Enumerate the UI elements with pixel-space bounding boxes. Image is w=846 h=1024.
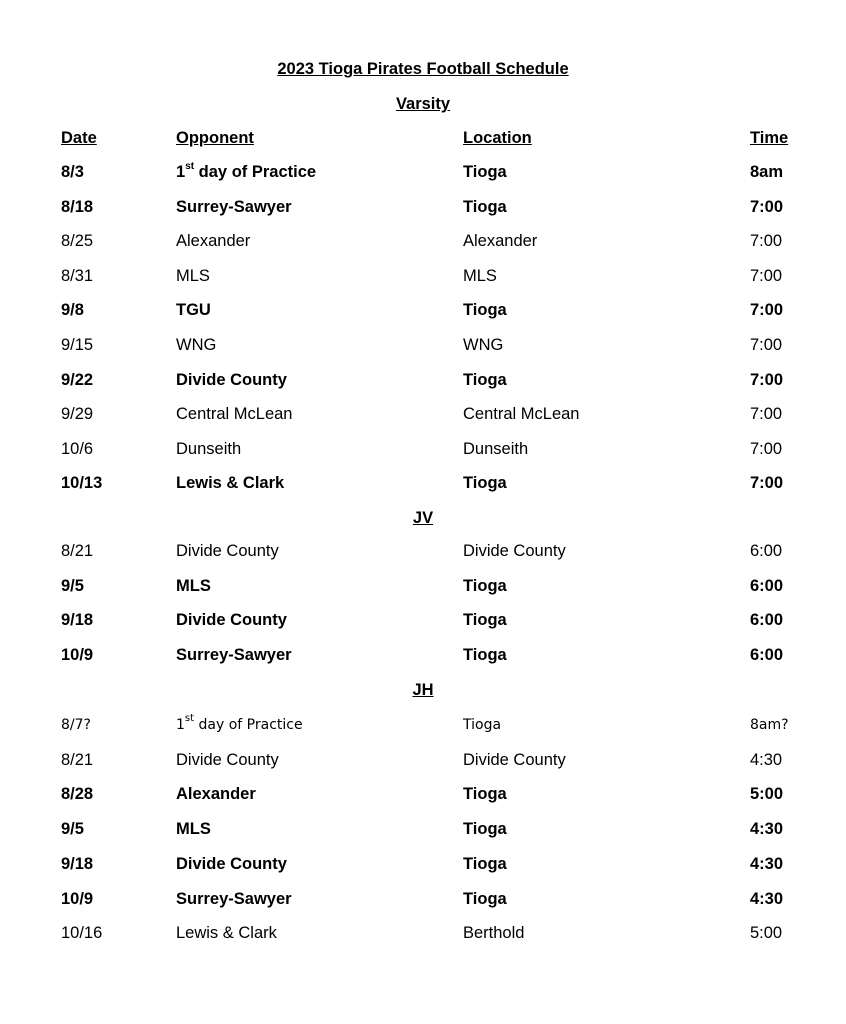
cell-location: Tioga: [463, 889, 507, 908]
table-row: [0, 438, 846, 460]
cell-date: 9/18: [61, 611, 94, 630]
table-row: [0, 540, 846, 562]
cell-date: 9/5: [61, 820, 84, 839]
cell-location: Tioga: [463, 646, 507, 665]
cell-time: 4:30: [750, 820, 784, 839]
header-date: Date: [61, 129, 97, 147]
table-row: [0, 714, 846, 736]
table-row: [0, 369, 846, 391]
table-row: [0, 644, 846, 666]
cell-time: 7:00: [750, 197, 784, 216]
header-opponent: Opponent: [176, 129, 254, 147]
cell-time: 7:00: [750, 266, 783, 285]
cell-opponent: Dunseith: [176, 439, 242, 458]
cell-location: Dunseith: [463, 439, 529, 458]
opponent-ordinal: 1: [176, 717, 185, 733]
cell-location: Tioga: [463, 370, 507, 389]
cell-time: 8am?: [750, 717, 789, 733]
cell-opponent: Divide County: [176, 370, 287, 389]
cell-time: 7:00: [750, 405, 783, 424]
cell-opponent: Surrey-Sawyer: [176, 646, 292, 665]
table-row: [0, 161, 846, 183]
cell-time: 7:00: [750, 232, 783, 251]
cell-location: Central McLean: [463, 405, 580, 424]
cell-time: 6:00: [750, 646, 784, 665]
opponent-text: day of Practice: [194, 163, 317, 181]
cell-opponent: Surrey-Sawyer: [176, 889, 292, 908]
table-row: [0, 299, 846, 321]
table-row: [0, 818, 846, 840]
cell-opponent: MLS: [176, 820, 211, 839]
cell-date: 8/25: [61, 232, 94, 251]
cell-time: 4:30: [750, 889, 784, 908]
cell-location: WNG: [463, 336, 504, 354]
opponent-text: day of Practice: [194, 717, 303, 733]
cell-time: 7:00: [750, 336, 783, 354]
opponent-ordinal-suffix: st: [184, 713, 195, 725]
table-row: [0, 888, 846, 910]
cell-location: MLS: [463, 266, 497, 285]
cell-opponent: Divide County: [176, 542, 279, 560]
cell-location: Alexander: [463, 232, 538, 251]
table-row: [0, 403, 846, 425]
cell-time: 4:30: [750, 750, 783, 769]
cell-opponent: Divide County: [176, 750, 279, 769]
table-row: [0, 853, 846, 875]
cell-opponent: Lewis & Clark: [176, 924, 277, 943]
cell-time: 8am: [750, 163, 784, 181]
cell-opponent: Alexander: [176, 232, 251, 251]
cell-time: 7:00: [750, 370, 784, 389]
cell-time: 4:30: [750, 854, 784, 873]
cell-opponent: Central McLean: [176, 405, 293, 424]
cell-time: 7:00: [750, 301, 784, 320]
cell-location: Tioga: [463, 163, 507, 181]
cell-date: 8/21: [61, 750, 94, 769]
cell-date: 9/5: [61, 576, 84, 595]
opponent-ordinal: 1: [176, 163, 186, 181]
cell-opponent: Surrey-Sawyer: [176, 197, 292, 216]
cell-time: 6:00: [750, 542, 783, 560]
table-row: [0, 265, 846, 287]
opponent-ordinal-suffix: st: [185, 160, 195, 172]
cell-date: 10/13: [61, 474, 103, 493]
cell-location: Berthold: [463, 924, 525, 943]
table-row: [0, 230, 846, 252]
cell-date: 8/7?: [61, 717, 91, 733]
cell-date: 9/18: [61, 854, 94, 873]
table-row: [0, 334, 846, 356]
cell-time: 6:00: [750, 576, 784, 595]
cell-time: 6:00: [750, 611, 784, 630]
cell-time: 5:00: [750, 924, 783, 943]
cell-opponent: MLS: [176, 576, 211, 595]
cell-opponent: Alexander: [176, 785, 256, 804]
cell-date: 9/8: [61, 301, 84, 320]
cell-location: Divide County: [463, 750, 566, 769]
cell-time: 7:00: [750, 474, 784, 493]
cell-location: Tioga: [463, 820, 507, 839]
table-row: [0, 749, 846, 771]
cell-date: 8/31: [61, 266, 94, 285]
cell-date: 9/29: [61, 405, 94, 424]
cell-opponent: [176, 714, 303, 736]
table-row: [0, 196, 846, 218]
table-row: [0, 472, 846, 494]
cell-time: 5:00: [750, 785, 784, 804]
table-row: [0, 922, 846, 944]
column-header-row: [0, 127, 846, 149]
cell-opponent: Divide County: [176, 854, 287, 873]
cell-date: 10/9: [61, 889, 94, 908]
cell-date: 10/9: [61, 646, 94, 665]
cell-opponent: TGU: [176, 301, 211, 320]
cell-location: Tioga: [463, 301, 507, 320]
cell-location: Tioga: [463, 197, 507, 216]
table-row: [0, 783, 846, 805]
cell-date: 8/18: [61, 197, 94, 216]
cell-location: Tioga: [463, 854, 507, 873]
section-heading-jh: JH: [412, 681, 434, 699]
table-row: [0, 575, 846, 597]
cell-location: Tioga: [463, 785, 507, 804]
cell-date: 9/22: [61, 370, 94, 389]
section-heading-varsity: Varsity: [395, 95, 451, 113]
cell-opponent: Lewis & Clark: [176, 474, 285, 493]
cell-date: 8/28: [61, 785, 94, 804]
cell-location: Tioga: [463, 576, 507, 595]
cell-location: Tioga: [463, 611, 507, 630]
cell-opponent: Divide County: [176, 611, 287, 630]
cell-date: 10/16: [61, 924, 103, 943]
page-title: 2023 Tioga Pirates Football Schedule: [277, 60, 569, 78]
header-location: Location: [463, 129, 532, 147]
cell-time: 7:00: [750, 439, 783, 458]
cell-date: 10/6: [61, 439, 94, 458]
cell-opponent: MLS: [176, 266, 210, 285]
section-heading-jv: JV: [412, 509, 434, 527]
header-time: Time: [750, 129, 789, 147]
cell-location: Divide County: [463, 542, 566, 560]
cell-date: 8/21: [61, 542, 94, 560]
cell-opponent: [176, 161, 316, 183]
cell-date: 8/3: [61, 163, 84, 181]
table-row: [0, 609, 846, 631]
cell-location: Tioga: [463, 474, 507, 493]
cell-opponent: WNG: [176, 336, 217, 354]
cell-date: 9/15: [61, 336, 94, 354]
cell-location: Tioga: [463, 717, 502, 733]
